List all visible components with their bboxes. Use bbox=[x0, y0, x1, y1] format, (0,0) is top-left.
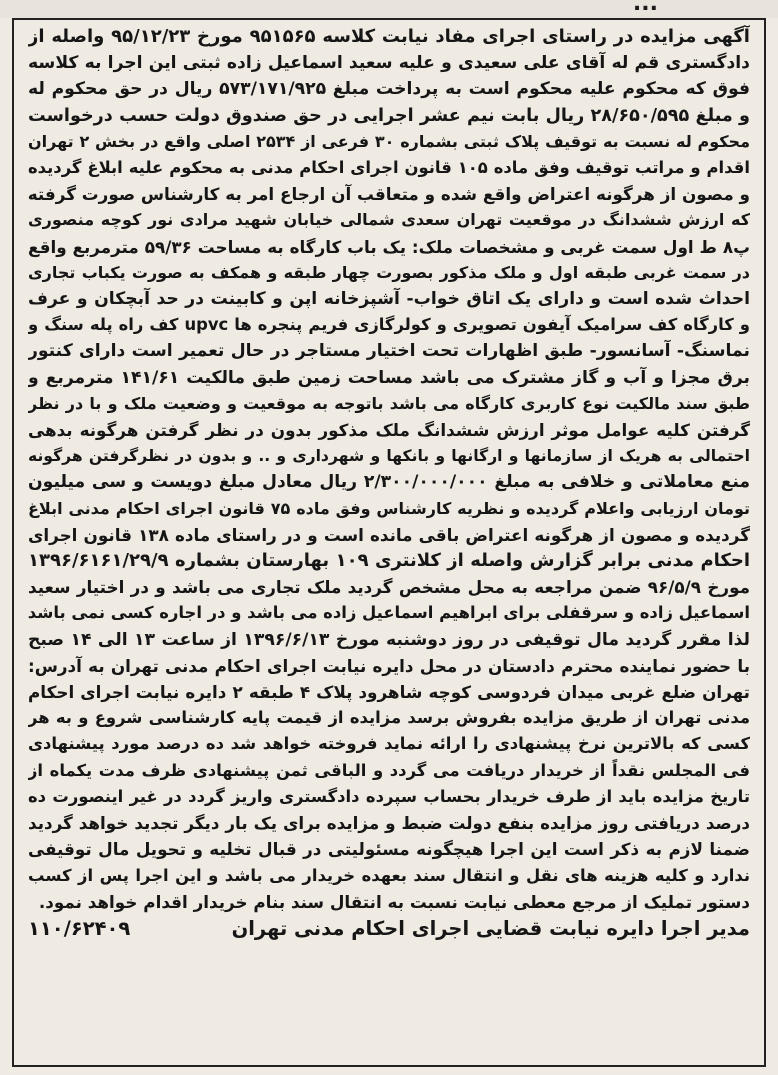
cut-off-header-text: ... bbox=[632, 0, 658, 16]
notice-text-line: کسی که بالاترین نرخ پیشنهادی را ارائه نماید فروخته خواهد شد ده درصد مورد پیشنهادی bbox=[28, 734, 750, 754]
notice-text-line: احکام مدنی برابر گزارش واصله از کلانتری ۱۰۹ بهارستان بشماره ۱۳۹۶/۶۱۶۱/۲۹/۹ bbox=[28, 550, 750, 572]
notice-text-line: درصد دریافتی روز مزایده بنفع دولت ضبط و مزایده برای یک بار دیگر تجدید خواهد گردید bbox=[28, 813, 750, 834]
notice-text-line: احداث شده است و دارای یک اتاق خواب- آشپزخانه اپن و کابینت در حد آبچکان و عرف bbox=[28, 289, 750, 310]
cut-off-header-strip bbox=[0, 0, 778, 18]
notice-text-line: منع معاملاتی و خلافی به مبلغ ۲/۳۰۰/۰۰۰/۰۰۰ ریال معادل مبلغ دویست و سی میلیون bbox=[28, 472, 750, 493]
notice-reference-code: ۱۱۰/۶۲۴۰۹ bbox=[28, 916, 131, 940]
notice-text-line: نماسنگ- آسانسور- طبق اظهارات تحت اختیار مستاجر در حال تعمیر است دارای کنتور bbox=[28, 341, 750, 362]
notice-text-line: با حضور نماینده محترم دادستان در محل دایره نیابت اجرای احکام مدنی تهران به آدرس: bbox=[28, 655, 750, 676]
notice-text-line: اسماعیل زاده و سرقفلی برای ابراهیم اسماعیل زاده می باشد و در اجاره کسی نمی باشد bbox=[28, 603, 750, 623]
notice-text-line: و مبلغ ۲۸/۶۵۰/۵۹۵ ریال بابت نیم عشر اجرایی در حق صندوق دولت حسب درخواست bbox=[28, 105, 750, 126]
notice-text-line: اقدام و مراتب توقیف وفق ماده ۱۰۵ قانون اجرای احکام مدنی به محکوم علیه ابلاغ گردیده bbox=[28, 158, 750, 178]
notice-text-line: گردیده و مصون از هرگونه اعتراض باقی مانده است و در راستای ماده ۱۳۸ قانون اجرای bbox=[28, 524, 750, 545]
notice-text-line: طبق سند مالکیت نوع کاربری کارگاه می باشد باتوجه به موقعیت و وضعیت ملک و با در نظر bbox=[28, 393, 750, 413]
notice-text-line: و مصون از هرگونه اعتراض واقع شده و متعاقب آن ارجاع امر به کارشناس صورت گرفته bbox=[28, 184, 750, 205]
notice-text-line: و کارگاه کف سرامیک آیفون تصویری و کولرگازی فریم پنجره ها upvc کف راه پله سنگ و bbox=[28, 315, 750, 335]
notice-text-line: پ۸ ط اول سمت غربی و مشخصات ملک: یک باب کارگاه به مساحت ۵۹/۳۶ مترمربع واقع bbox=[28, 236, 750, 257]
notice-text-line: لذا مقرر گردید مال توقیفی در روز دوشنبه مورخ ۱۳۹۶/۶/۱۳ از ساعت ۱۳ الی ۱۴ صبح bbox=[28, 629, 750, 650]
notice-text-line: تاریخ مزایده باید از طرف خریدار بحساب سپرده دادگستری واریز گردد در غیر اینصورت ده bbox=[28, 786, 750, 806]
notice-text-line: ضمنا لازم به ذکر است این اجرا هیچگونه مسئولیتی در قبال تخلیه و تحویل مال توقیفی bbox=[28, 839, 750, 860]
notice-text-line: که ارزش ششدانگ در موقعیت تهران سعدی شمالی خیابان شهید مرادی نور کوچه منصوری bbox=[28, 210, 750, 230]
auction-notice-frame bbox=[12, 18, 766, 1067]
auction-notice-body bbox=[28, 24, 750, 915]
notice-text-line: احتمالی به هریک از سازمانها و ارگانها و بانکها و شهرداری و .. و بدون در نظرگرفتن هرگونه bbox=[28, 447, 750, 466]
notice-text-line: تهران ضلع غربی میدان فردوسی کوچه شاهرود پلاک ۴ طبقه ۲ دایره نیابت اجرای احکام bbox=[28, 682, 750, 703]
notice-text-line: دستور تملیک از مرجع معطی نیابت نسبت به انتقال سند بنام خریدار اقدام خواهد نمود. bbox=[38, 891, 750, 912]
notice-text-line: در سمت غربی طبقه اول و ملک مذکور بصورت چهار طبقه و همکف به صورت یکباب تجاری bbox=[28, 262, 750, 282]
notice-text-line: فوق که محکوم علیه محکوم است به پرداخت مبلغ ۵۷۳/۱۷۱/۹۲۵ ریال در حق محکوم له bbox=[28, 79, 750, 100]
notice-text-line: مورخ ۹۶/۵/۹ ضمن مراجعه به محل مشخص گردید ملک تجاری می باشد و در اختیار سعید bbox=[28, 577, 750, 598]
notice-text-line: تومان ارزیابی واعلام گردیده و نظریه کارشناس وفق ماده ۷۵ قانون اجرای احکام مدنی ابلاغ bbox=[28, 498, 750, 518]
notice-text-line: آگهی مزایده در راستای اجرای مفاد نیابت کلاسه ۹۵۱۵۶۵ مورخ ۹۵/۱۲/۲۳ واصله از bbox=[28, 26, 750, 47]
notice-text-line: مدنی تهران از طریق مزایده بفروش برسد مزایده از قیمت پایه کارشناسی شروع و به هر bbox=[28, 708, 750, 728]
notice-text-line: دادگستری قم له آقای علی سعیدی و علیه سعید اسماعیل زاده ثبتی این اجرا به کلاسه bbox=[28, 53, 750, 74]
notice-text-line: فی المجلس نقداً از خریدار دریافت می گردد و الباقی ثمن پیشنهادی ظرف مدت یکماه از bbox=[28, 760, 750, 780]
issuer-signature-line: مدیر اجرا دایره نیابت قضایی اجرای احکام مدنی تهران bbox=[231, 916, 750, 940]
notice-text-line: گرفتن کلیه عوامل موثر ارزش ششدانگ ملک مذکور بدون در نظر گرفتن هرگونه بدهی bbox=[28, 420, 750, 441]
notice-text-line: برق مجزا و آب و گاز مشترک می باشد مساحت زمین طبق مالکیت ۱۴۱/۶۱ مترمربع و bbox=[28, 367, 750, 388]
notice-footer bbox=[28, 917, 750, 940]
notice-text-line: ندارد و کلیه هزینه های نقل و انتقال سند بعهده خریدار می باشد و این اجرا پس از کسب bbox=[28, 865, 750, 885]
notice-text-line: محکوم له نسبت به توقیف پلاک ثبتی بشماره ۳۰ فرعی از ۲۵۳۴ اصلی واقع در بخش ۲ تهران bbox=[28, 131, 750, 151]
